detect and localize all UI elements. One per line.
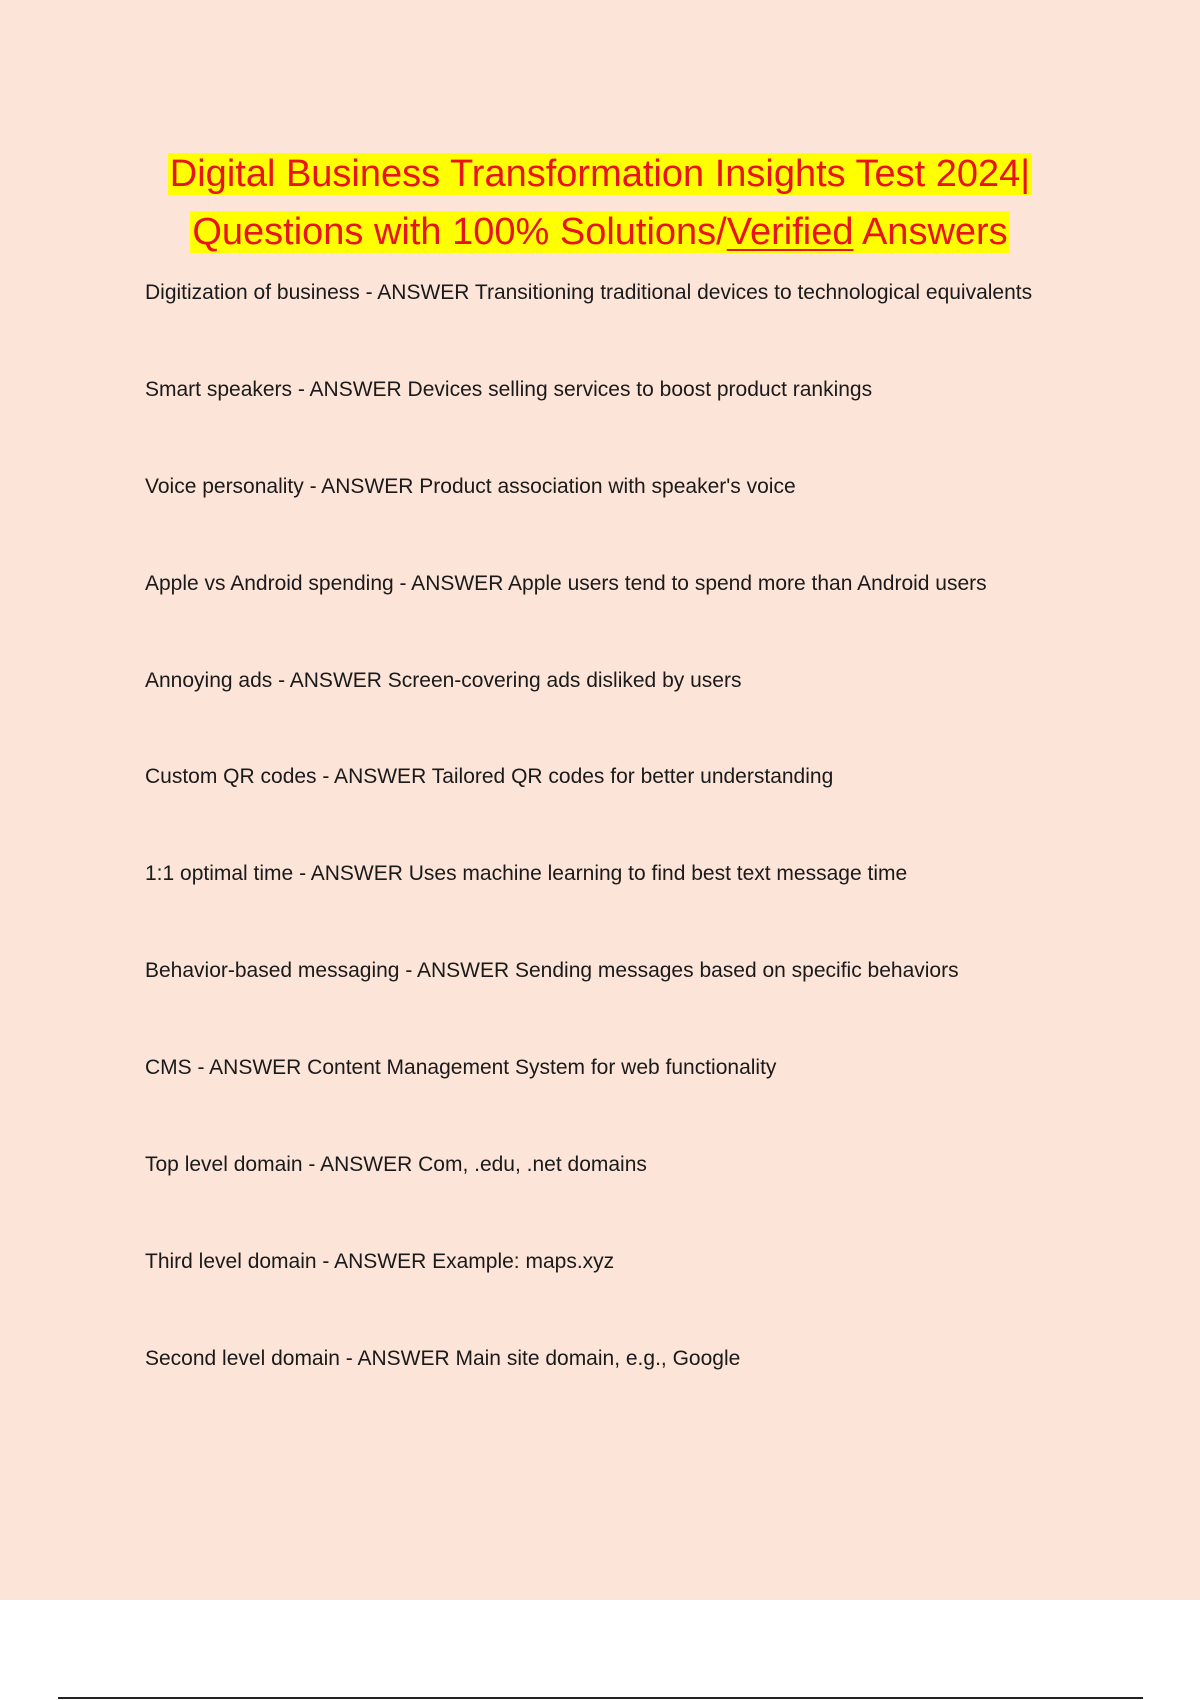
title-line-2-prefix: Questions with 100% Solutions/ bbox=[192, 211, 727, 253]
qa-item: Behavior-based messaging - ANSWER Sending messages based on specific behaviors bbox=[145, 959, 959, 983]
footer-divider bbox=[58, 1697, 1143, 1699]
qa-item: Second level domain - ANSWER Main site domain, e.g., Google bbox=[145, 1346, 741, 1370]
title-verified-word: Verified bbox=[726, 211, 854, 253]
qa-item: 1:1 optimal time - ANSWER Uses machine learning to find best text message time bbox=[145, 862, 908, 886]
qa-list bbox=[145, 277, 1145, 1440]
qa-item: Third level domain - ANSWER Example: maps.xyz bbox=[145, 1249, 615, 1273]
title-line-2-suffix: Answers bbox=[853, 211, 1008, 253]
qa-item: Top level domain - ANSWER Com, .edu, .net domains bbox=[145, 1153, 647, 1177]
qa-item: Voice personality - ANSWER Product association with speaker's voice bbox=[145, 474, 796, 498]
qa-item: Custom QR codes - ANSWER Tailored QR codes for better understanding bbox=[145, 765, 834, 789]
qa-item: CMS - ANSWER Content Management System for web functionality bbox=[145, 1056, 777, 1080]
qa-item: Apple vs Android spending - ANSWER Apple users tend to spend more than Android users bbox=[145, 571, 987, 595]
title-line-1: Digital Business Transformation Insights Test 2024| bbox=[169, 153, 1031, 195]
qa-item: Smart speakers - ANSWER Devices selling services to boost product rankings bbox=[145, 377, 873, 401]
title-line-2 bbox=[190, 211, 1009, 253]
document-title bbox=[60, 145, 1140, 261]
qa-item: Annoying ads - ANSWER Screen-covering ads disliked by users bbox=[145, 668, 742, 692]
qa-item: Digitization of business - ANSWER Transitioning traditional devices to technological equivalents bbox=[145, 281, 1033, 304]
